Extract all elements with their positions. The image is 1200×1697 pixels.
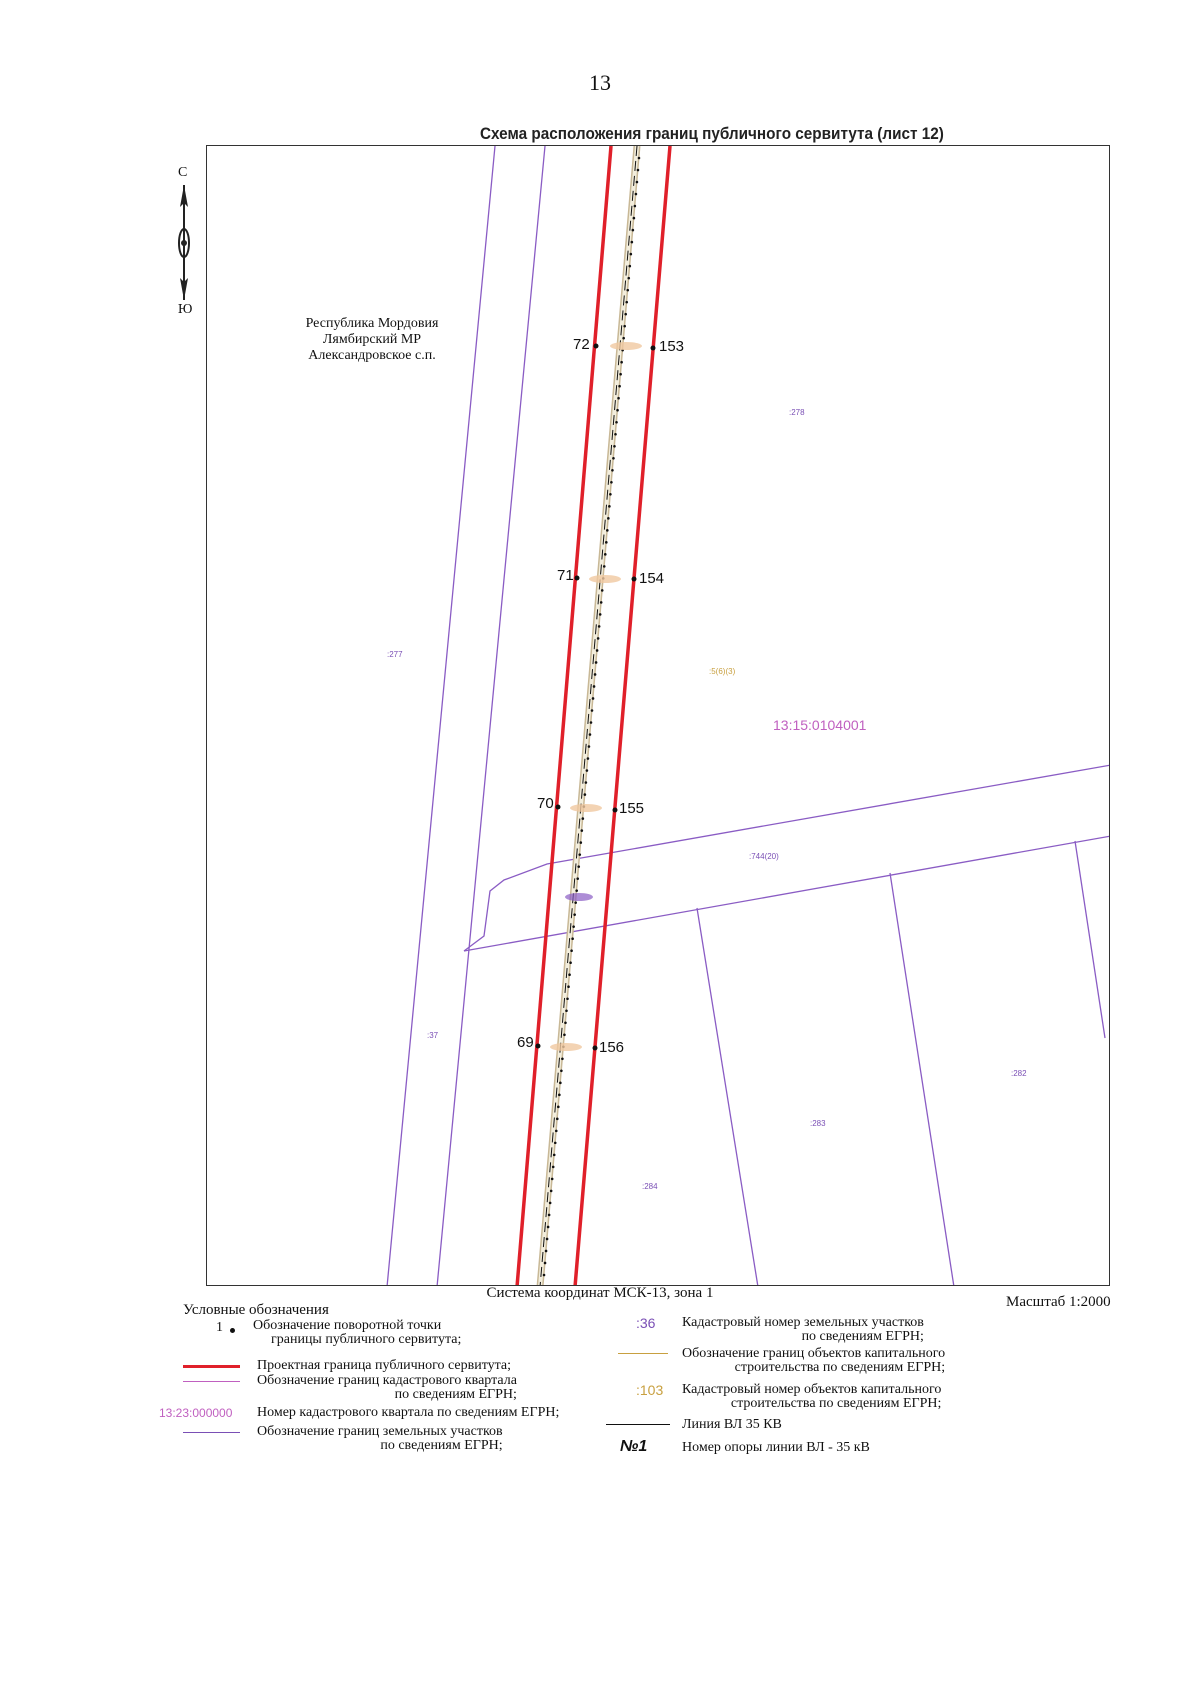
vl-tick-mark — [558, 1094, 561, 1097]
legend-point-num: 1 — [216, 1320, 223, 1335]
pole-number-mark — [589, 575, 621, 583]
vl-tick-mark — [564, 1021, 567, 1024]
vl-tick-mark — [616, 409, 619, 412]
pole-number-mark — [550, 1043, 582, 1051]
vl-tick-mark — [553, 1154, 556, 1157]
vl-tick-mark — [623, 325, 626, 328]
point-label-71: 71 — [557, 567, 574, 584]
vl-tick-mark — [567, 985, 570, 988]
parcel-label: :282 — [1011, 1069, 1027, 1078]
vl-tick-mark — [549, 1202, 552, 1205]
vl-tick-mark — [575, 889, 578, 892]
vl-tick-mark — [554, 1142, 557, 1145]
parcel-number-mark — [565, 893, 593, 901]
vl-tick-mark — [628, 265, 631, 268]
vl-tick-mark — [615, 421, 618, 424]
legend-oks-num-text: Кадастровый номер объектов капитального строительства по сведениям ЕГРН; — [682, 1382, 942, 1411]
legend-parcel-num-text: Кадастровый номер земельных участков по сведениям ЕГРН; — [682, 1315, 924, 1344]
legend-quarter-num-text: Номер кадастрового квартала по сведениям ЕГРН; — [257, 1405, 560, 1420]
vl-tick-mark — [588, 745, 591, 748]
legend-servitude-text: Проектная граница публичного сервитута; — [257, 1358, 512, 1373]
parcel-boundary-line — [890, 873, 954, 1286]
cadastral-quarter-label: 13:15:0104001 — [773, 717, 867, 733]
vl-tick-mark — [584, 793, 587, 796]
legend-pole-text: Номер опоры линии ВЛ - 35 кВ — [682, 1440, 870, 1455]
vl-tick-mark — [578, 853, 581, 856]
vl-tick-mark — [631, 241, 634, 244]
vl-tick-mark — [604, 553, 607, 556]
parcel-label: :284 — [642, 1182, 658, 1191]
vl-tick-mark — [603, 565, 606, 568]
vl-tick-mark — [617, 397, 620, 400]
pole-number-mark — [570, 804, 602, 812]
vl-tick-mark — [572, 925, 575, 928]
vl-tick-mark — [613, 445, 616, 448]
pole-number-marks — [550, 342, 645, 1051]
turning-point-72 — [594, 344, 599, 349]
legend-point-text: Обозначение поворотной точки границы публичного сервитута; — [253, 1318, 462, 1347]
vl-tick-mark — [587, 757, 590, 760]
parcel-boundary-line — [1075, 841, 1105, 1038]
legend-oks-text: Обозначение границ объектов капитального строительства по сведениям ЕГРН; — [682, 1346, 946, 1375]
vl-tick-mark — [563, 1033, 566, 1036]
point-label-70: 70 — [537, 795, 554, 812]
vl-tick-mark — [545, 1250, 548, 1253]
vl-tick-mark — [560, 1070, 563, 1073]
turning-point-69 — [536, 1044, 541, 1049]
vl-tick-mark — [594, 673, 597, 676]
north-arrow-icon — [164, 165, 204, 325]
vl-tick-mark — [590, 721, 593, 724]
legend-servitude-symbol — [183, 1365, 240, 1368]
vl-tick-mark — [548, 1214, 551, 1217]
legend-pole-sample: №1 — [620, 1438, 648, 1455]
vl-tick-mark — [632, 229, 635, 232]
vl-tick-mark — [638, 157, 641, 160]
legend-parcels-text: Обозначение границ земельных участков по сведениям ЕГРН; — [257, 1424, 503, 1453]
vl-tick-mark — [557, 1106, 560, 1109]
vl-tick-mark — [622, 337, 625, 340]
parcel-label: :283 — [810, 1119, 826, 1128]
road-boundary-line — [464, 765, 1110, 951]
turning-point-156 — [593, 1046, 598, 1051]
vl-tick-mark — [550, 1190, 553, 1193]
vl-tick-mark — [582, 817, 585, 820]
legend-quarter-text: Обозначение границ кадастрового квартала по сведениям ЕГРН; — [257, 1373, 517, 1402]
vl-tick-mark — [552, 1166, 555, 1169]
vl-tick-mark — [595, 661, 598, 664]
compass-north-label: С — [178, 165, 188, 180]
servitude-boundaries — [517, 146, 670, 1286]
parcel-boundary-line — [437, 146, 545, 1286]
vl-tick-mark — [573, 913, 576, 916]
turning-point-155 — [613, 808, 618, 813]
vl-tick-mark — [607, 517, 610, 520]
vl-tick-mark — [569, 961, 572, 964]
vl-tick-mark — [601, 589, 604, 592]
vl-tick-mark — [630, 253, 633, 256]
vl-tick-mark — [618, 385, 621, 388]
scale-label: Масштаб 1:2000 — [1006, 1294, 1111, 1310]
vl-tick-mark — [637, 169, 640, 172]
vl-tick-mark — [614, 433, 617, 436]
point-label-156: 156 — [599, 1039, 625, 1056]
point-label-69: 69 — [517, 1034, 534, 1051]
vl-tick-mark — [625, 301, 628, 304]
region-label: Республика Мордовия Лямбирский МР Александровское с.п. — [305, 316, 439, 363]
vl-tick-mark — [577, 865, 580, 868]
vl-tick-mark — [546, 1238, 549, 1241]
vl-tick-mark — [556, 1118, 559, 1121]
vl-tick-mark — [593, 685, 596, 688]
vl-tick-mark — [591, 709, 594, 712]
vl-tick-mark — [596, 649, 599, 652]
legend-quarter-num-sample: 13:23:000000 — [159, 1406, 233, 1420]
vl-tick-mark — [599, 613, 602, 616]
legend-title: Условные обозначения — [183, 1302, 329, 1318]
vl-tick-mark — [576, 877, 579, 880]
vl-tick-mark — [608, 505, 611, 508]
parcel-boundaries — [387, 146, 1110, 1286]
vl-tick-mark — [561, 1058, 564, 1061]
vl-tick-mark — [574, 901, 577, 904]
vl-tick-mark — [568, 973, 571, 976]
vl-tick-mark — [635, 193, 638, 196]
vl-tick-mark — [636, 181, 639, 184]
coord-system-label: Система координат МСК-13, зона 1 — [486, 1285, 714, 1301]
vl-tick-mark — [555, 1130, 558, 1133]
vl-tick-mark — [543, 1274, 546, 1277]
vl-tick-mark — [570, 949, 573, 952]
vl-tick-mark — [627, 277, 630, 280]
vl-tick-mark — [581, 829, 584, 832]
vl-tick-mark — [605, 541, 608, 544]
turning-point-70 — [556, 805, 561, 810]
vl-tick-mark — [579, 841, 582, 844]
building-label: :5(6)(3) — [709, 667, 736, 676]
turning-points — [536, 344, 656, 1051]
point-label-72: 72 — [573, 336, 590, 353]
point-label-154: 154 — [639, 570, 665, 587]
vl-tick-mark — [624, 313, 627, 316]
turning-point-154 — [632, 577, 637, 582]
vl-tick-mark — [551, 1178, 554, 1181]
vl-tick-mark — [559, 1082, 562, 1085]
vl-tick-mark — [600, 601, 603, 604]
vl-tick-mark — [620, 361, 623, 364]
vl-tick-mark — [566, 997, 569, 1000]
vl-tick-mark — [544, 1262, 547, 1265]
legend-quarter-symbol — [183, 1381, 240, 1382]
vl-tick-mark — [612, 457, 615, 460]
legend-parcel-num-sample: :36 — [636, 1315, 656, 1331]
vl-tick-mark — [606, 529, 609, 532]
legend-parcels-symbol — [183, 1432, 240, 1433]
vl-tick-mark — [609, 493, 612, 496]
turning-point-153 — [651, 346, 656, 351]
turning-point-71 — [575, 576, 580, 581]
vl-tick-mark — [586, 769, 589, 772]
vl-tick-mark — [571, 937, 574, 940]
vl-tick-mark — [597, 637, 600, 640]
legend-point-icon — [230, 1328, 235, 1333]
compass-south-label: Ю — [178, 302, 193, 317]
vl-tick-mark — [626, 289, 629, 292]
vl-tick-mark — [589, 733, 592, 736]
vl-tick-mark — [610, 481, 613, 484]
vl-tick-mark — [611, 469, 614, 472]
page-number: 13 — [589, 70, 611, 95]
vl-tick-mark — [585, 781, 588, 784]
parcel-label: :744(20) — [749, 852, 779, 861]
vl-tick-mark — [619, 373, 622, 376]
vl-tick-mark — [634, 205, 637, 208]
vl-tick-mark — [565, 1009, 568, 1012]
servitude-boundary-left — [517, 146, 611, 1286]
vl-tick-mark — [592, 697, 595, 700]
point-label-155: 155 — [619, 800, 645, 817]
road-boundary-line — [464, 836, 1110, 951]
compass-arrow-icon — [164, 165, 204, 325]
legend-oks-num-sample: :103 — [636, 1382, 664, 1398]
vl-tick-mark — [598, 625, 601, 628]
legend-vl-symbol — [606, 1424, 670, 1425]
parcel-label: :37 — [427, 1031, 439, 1040]
vl-tick-mark — [633, 217, 636, 220]
parcel-label: :277 — [387, 650, 403, 659]
map-title: Схема расположения границ публичного сервитута (лист 12) — [480, 124, 944, 143]
pole-number-mark — [610, 342, 642, 350]
legend-vl-text: Линия ВЛ 35 КВ — [682, 1417, 782, 1432]
point-label-153: 153 — [659, 338, 685, 355]
parcel-boundary-line — [697, 908, 758, 1286]
legend-oks-symbol — [618, 1353, 668, 1354]
parcel-label: :278 — [789, 408, 805, 417]
vl-tick-mark — [547, 1226, 550, 1229]
